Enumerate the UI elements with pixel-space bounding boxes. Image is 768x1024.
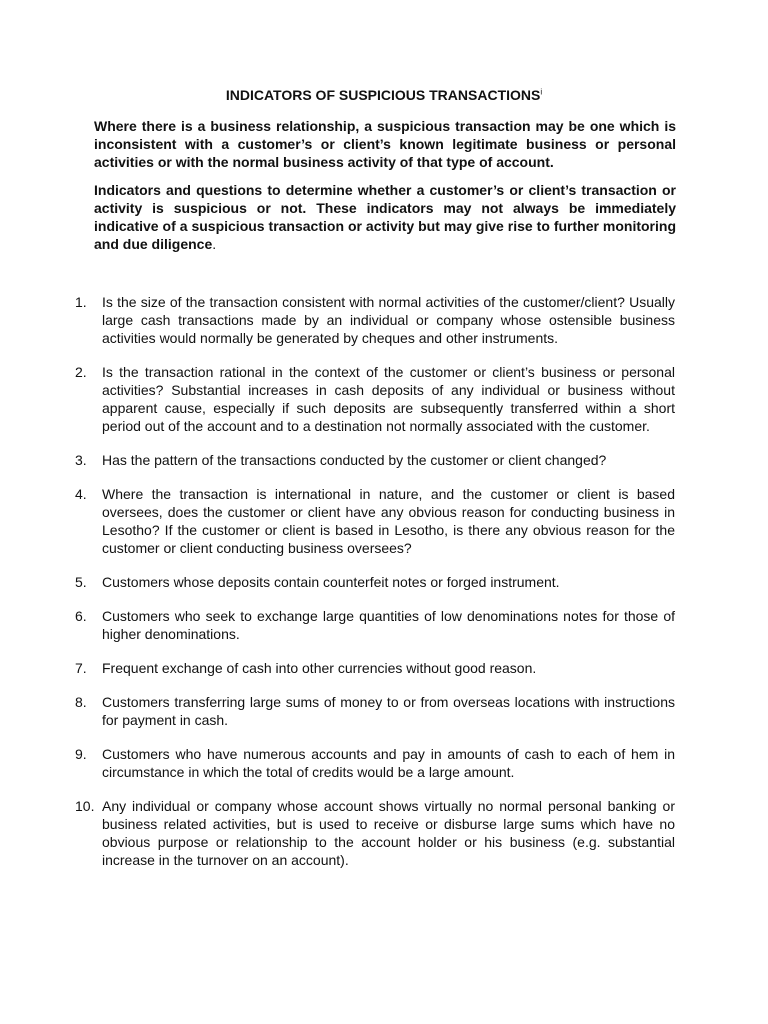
list-item-number: 9. (75, 746, 87, 762)
list-item-text: Any individual or company whose account shows virtually no normal personal banking or business related activities, but is used to receive or disburse large sums which have no obvious purpose or relationship to the account holder or his business (e.g. substantial increase in the turnover on an account). (102, 798, 675, 868)
list-item-number: 10. (75, 798, 95, 814)
list-item-number: 2. (75, 364, 87, 380)
list-item (0, 797, 768, 869)
list-item-number: 7. (75, 660, 87, 676)
list-item-text: Customers who seek to exchange large quantities of low denominations notes for those of higher denominations. (102, 608, 675, 642)
list-item (0, 363, 768, 435)
list-item (0, 693, 768, 729)
list-item-text: Where the transaction is international in nature, and the customer or client is based oversees, does the customer or client have any obvious reason for conducting business in Lesotho? If the customer or client is based in Lesotho, is there any obvious reason for the customer or client conducting business oversees? (102, 486, 675, 556)
list-item-text: Customers transferring large sums of money to or from overseas locations with instructions for payment in cash. (102, 694, 675, 728)
list-item-number: 5. (75, 574, 87, 590)
intro-paragraph-1 (94, 117, 676, 171)
list-item (0, 573, 768, 591)
intro-paragraph-1-text: Where there is a business relationship, a suspicious transaction may be one which is inconsistent with a customer’s or client’s known legitimate business or personal activities or with the normal business activity of that type of account. (94, 118, 676, 170)
document-title (0, 86, 768, 104)
list-item-number: 1. (75, 294, 87, 310)
intro-paragraph-2-tail: . (212, 236, 217, 252)
list-item (0, 293, 768, 347)
list-item-number: 6. (75, 608, 87, 624)
list-item (0, 451, 768, 469)
list-item-text: Is the size of the transaction consistent with normal activities of the customer/client? Usually large cash transactions made by an individual or company whose ostensible business activities would normally be generated by cheques and other instruments. (102, 294, 675, 346)
intro-paragraph-2-text: Indicators and questions to determine whether a customer’s or client’s transaction or activity is suspicious or not. These indicators may not always be immediately indicative of a suspicious transaction or activity but may give rise to further monitoring and due diligence (94, 182, 676, 252)
list-item-text: Has the pattern of the transactions conducted by the customer or client changed? (102, 452, 607, 468)
list-item-number: 8. (75, 694, 87, 710)
list-item (0, 485, 768, 557)
indicator-list (0, 293, 768, 885)
title-footnote-marker: i (540, 87, 543, 97)
list-item-text: Frequent exchange of cash into other currencies without good reason. (102, 660, 537, 676)
list-item-number: 4. (75, 486, 87, 502)
list-item (0, 607, 768, 643)
list-item-number: 3. (75, 452, 87, 468)
title-text: INDICATORS OF SUSPICIOUS TRANSACTIONS (225, 87, 541, 103)
list-item-text: Is the transaction rational in the context of the customer or client’s business or personal activities? Substantial increases in cash deposits of any individual or business without apparent cause, especially if such deposits are subsequently transferred within a short period out of the account and to a destination not normally associated with the customer. (102, 364, 675, 434)
intro-paragraph-2 (94, 181, 676, 253)
list-item-text: Customers who have numerous accounts and pay in amounts of cash to each of hem in circumstance in which the total of credits would be a large amount. (102, 746, 675, 780)
list-item (0, 745, 768, 781)
list-item-text: Customers whose deposits contain counterfeit notes or forged instrument. (102, 574, 560, 590)
list-item (0, 659, 768, 677)
